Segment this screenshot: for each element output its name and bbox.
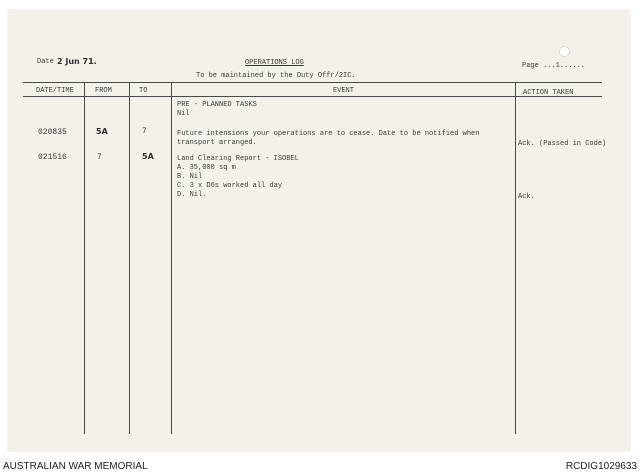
col-divider-4: [515, 82, 516, 434]
col-header-event: EVENT: [333, 87, 355, 95]
event-line: A. 35,000 sq m: [177, 164, 236, 172]
event-line: C. 3 x D6s worked all day: [177, 182, 283, 190]
col-divider-1: [84, 82, 85, 434]
col-header-to: TO: [139, 87, 148, 95]
punch-hole: [559, 46, 570, 57]
event-line: PRE - PLANNED TASKS: [177, 101, 257, 109]
event-line: Future intensions your operations are to cease. Date to be notified when: [177, 130, 480, 138]
row-to: 7: [142, 127, 147, 136]
page-label: Page: [522, 62, 539, 70]
event-line: transport arranged.: [177, 139, 257, 147]
row-time: 021516: [38, 153, 67, 162]
date-label: Date: [37, 58, 54, 66]
row-to: 5A: [142, 152, 154, 161]
footer-institution: AUSTRALIAN WAR MEMORIAL: [3, 461, 148, 472]
row-action: Ack. (Passed in Code): [518, 140, 607, 148]
event-line: Nil: [177, 110, 190, 118]
log-title: OPERATIONS LOG: [245, 59, 304, 67]
row-from: 5A: [96, 127, 108, 136]
footer-record-id: RCDIG1029633: [565, 461, 637, 472]
date-value: 2 Jun 71.: [57, 57, 97, 66]
row-action: Ack.: [518, 193, 535, 201]
col-divider-2: [129, 82, 130, 434]
log-subtitle: To be maintained by the Duty Offr/2IC.: [196, 72, 356, 80]
event-line: Land Clearing Report - ISOBEL: [177, 155, 299, 163]
col-divider-3: [171, 82, 172, 434]
row-time: 020835: [38, 128, 67, 137]
col-header-datetime: DATE/TIME: [36, 87, 74, 95]
row-from: 7: [97, 153, 102, 162]
page-value: ...1......: [543, 62, 586, 70]
event-line: B. Nil: [177, 173, 203, 181]
col-header-action: ACTION TAKEN: [523, 89, 574, 97]
event-line: D. Nil.: [177, 191, 207, 199]
col-header-from: FROM: [95, 87, 112, 95]
